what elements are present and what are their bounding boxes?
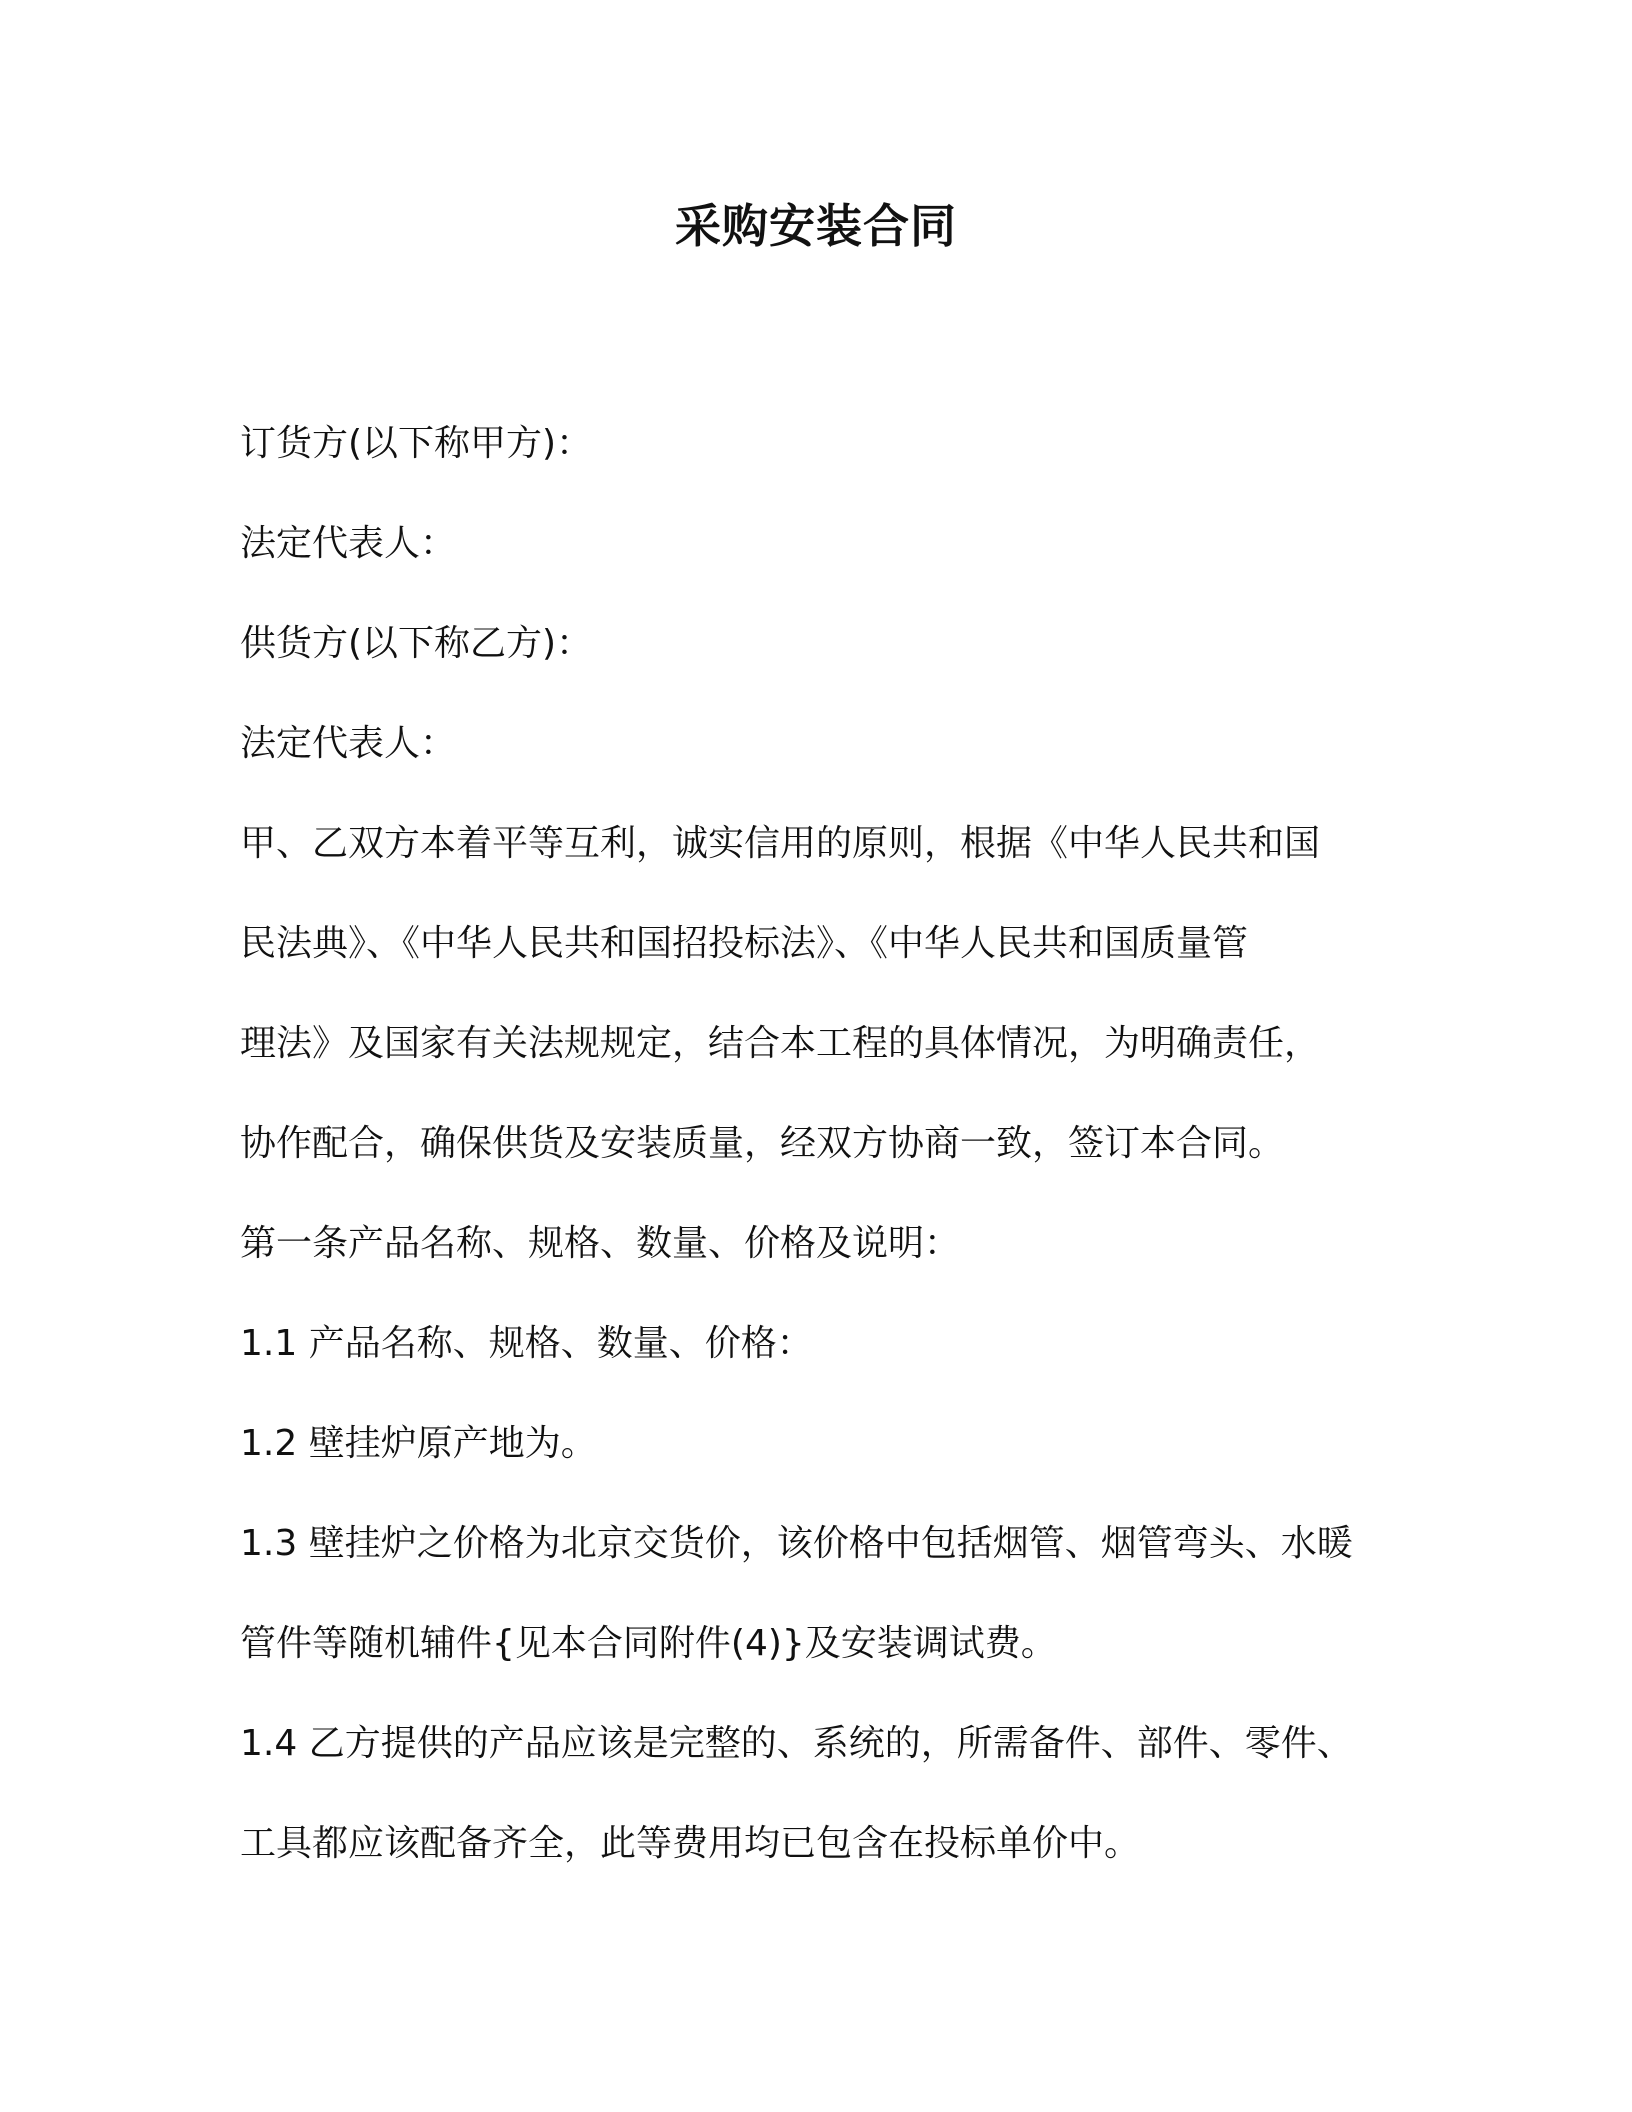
buyer-representative-label: 法定代表人： <box>240 523 457 564</box>
buyer-label: 订货方(以下称甲方)： <box>240 423 593 464</box>
preamble-line: 协作配合，确保供货及安装质量，经双方协商一致，签订本合同。 <box>240 1123 1285 1164</box>
document-title: 采购安装合同 <box>675 199 957 253</box>
clause-1-4-line: 工具都应该配备齐全，此等费用均已包含在投标单价中。 <box>240 1823 1141 1864</box>
clause-1-2: 1.2 壁挂炉原产地为。 <box>240 1423 597 1464</box>
clause-1-3-line: 1.3 壁挂炉之价格为北京交货价，该价格中包括烟管、烟管弯头、水暖 <box>240 1523 1353 1564</box>
clause-1-4-line: 1.4 乙方提供的产品应该是完整的、系统的，所需备件、部件、零件、 <box>240 1723 1353 1764</box>
seller-label: 供货方(以下称乙方)： <box>240 623 593 664</box>
article-1-heading: 第一条产品名称、规格、数量、价格及说明： <box>240 1223 961 1264</box>
preamble-line: 民法典》、《中华人民共和国招投标法》、《中华人民共和国质量管 <box>240 923 1249 964</box>
seller-representative-label: 法定代表人： <box>240 723 457 764</box>
clause-1-1: 1.1 产品名称、规格、数量、价格： <box>240 1323 813 1364</box>
clause-1-3-line: 管件等随机辅件{见本合同附件(4)}及安装调试费。 <box>240 1623 1057 1664</box>
preamble-line: 理法》及国家有关法规规定，结合本工程的具体情况，为明确责任， <box>240 1023 1321 1064</box>
preamble-line: 甲、乙双方本着平等互利，诚实信用的原则，根据《中华人民共和国 <box>240 823 1321 864</box>
